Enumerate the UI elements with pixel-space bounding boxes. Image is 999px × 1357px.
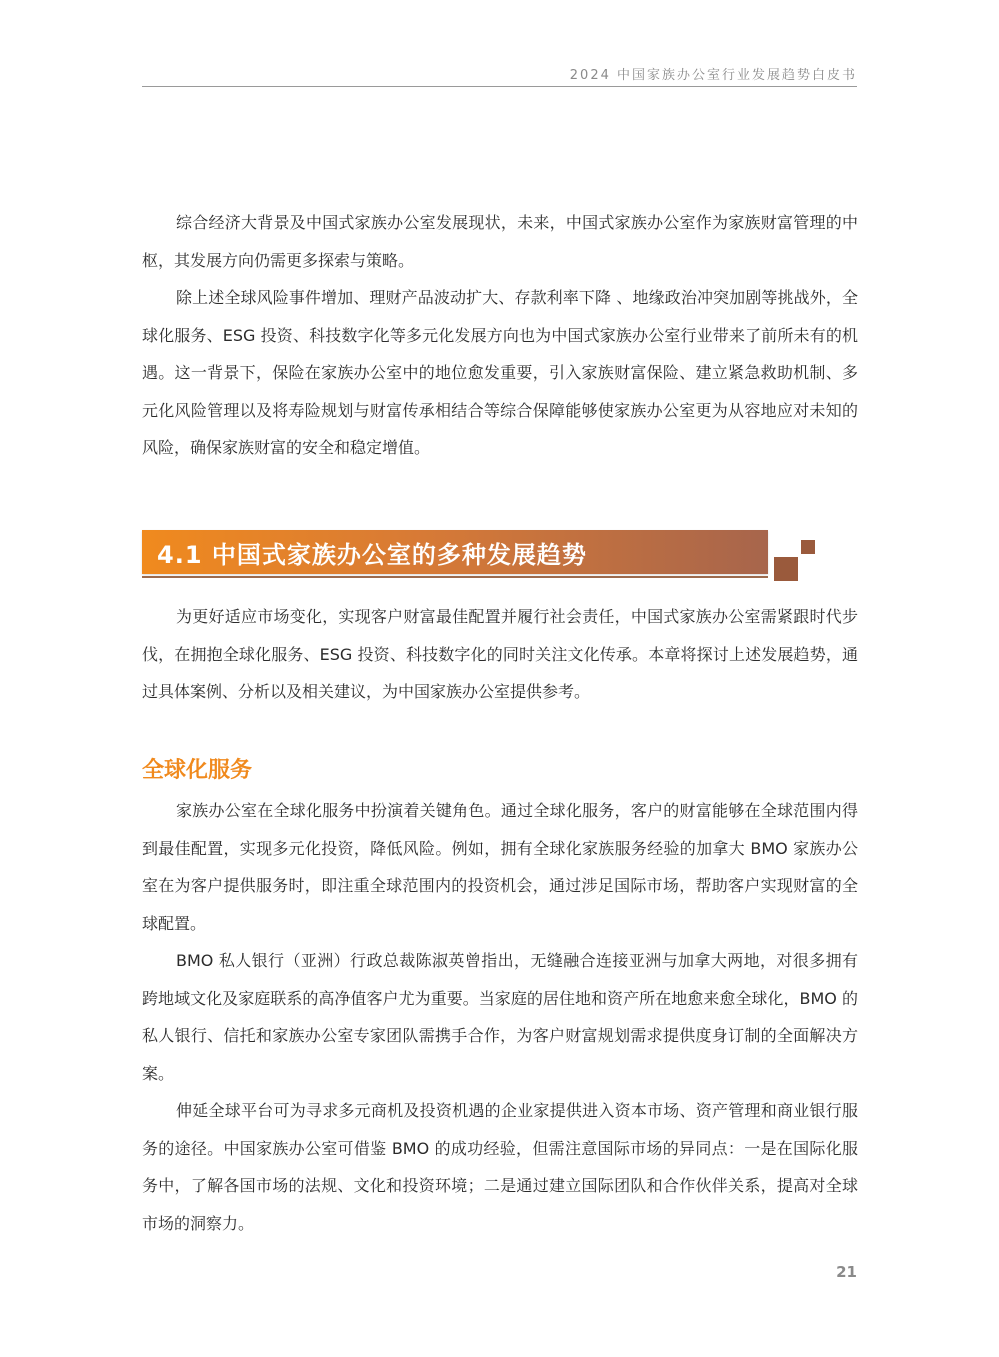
page-number: 21 <box>836 1263 857 1281</box>
decorative-square-large <box>774 557 798 581</box>
section-banner-underline <box>142 576 768 578</box>
intro-paragraph-1: 综合经济大背景及中国式家族办公室发展现状，未来，中国式家族办公室作为家族财富管理的中枢，其发展方向仍需更多探索与策略。 <box>142 213 858 270</box>
decorative-square-small <box>801 540 815 554</box>
header-divider <box>142 86 857 87</box>
page-header-title: 2024 中国家族办公室行业发展趋势白皮书 <box>569 68 857 83</box>
subsection-paragraph-3: 伸延全球平台可为寻求多元商机及投资机遇的企业家提供进入资本市场、资产管理和商业银行服务的途径。中国家族办公室可借鉴 BMO 的成功经验，但需注意国际市场的异同点：一是在国际化服务中，了解各国市场的法规、文化和投资环境；二是通过建立国际团队和合作伙伴关系，提高对全球市场的洞察力。 <box>142 1101 858 1233</box>
section-intro-paragraph: 为更好适应市场变化，实现客户财富最佳配置并履行社会责任，中国式家族办公室需紧跟时代步伐，在拥抱全球化服务、ESG 投资、科技数字化的同时关注文化传承。本章将探讨上述发展趋势，通过具体案例、分析以及相关建议，为中国家族办公室提供参考。 <box>142 607 858 701</box>
intro-paragraph-2: 除上述全球风险事件增加、理财产品波动扩大、存款利率下降 、地缘政治冲突加剧等挑战外，全球化服务、ESG 投资、科技数字化等多元化发展方向也为中国式家族办公室行业带来了前所未有的机遇。这一背景下，保险在家族办公室中的地位愈发重要，引入家族财富保险、建立紧急救助机制、多元化风险管理以及将寿险规划与财富传承相结合等综合保障能够使家族办公室更为从容地应对未知的风险，确保家族财富的安全和稳定增值。 <box>142 288 858 457</box>
subsection-paragraph-2: BMO 私人银行（亚洲）行政总裁陈淑英曾指出，无缝融合连接亚洲与加拿大两地，对很多拥有跨地域文化及家庭联系的高净值客户尤为重要。当家庭的居住地和资产所在地愈来愈全球化，BMO 的私人银行、信托和家族办公室专家团队需携手合作，为客户财富规划需求提供度身订制的全面解决方案。 <box>142 951 858 1083</box>
section-banner <box>142 530 768 574</box>
section-title: 4.1 中国式家族办公室的多种发展趋势 <box>157 541 587 569</box>
subsection-title: 全球化服务 <box>142 758 253 783</box>
subsection-paragraph-1: 家族办公室在全球化服务中扮演着关键角色。通过全球化服务，客户的财富能够在全球范围内得到最佳配置，实现多元化投资，降低风险。例如，拥有全球化家族服务经验的加拿大 BMO 家族办公室在为客户提供服务时，即注重全球范围内的投资机会，通过涉足国际市场，帮助客户实现财富的全球配置。 <box>142 801 858 933</box>
